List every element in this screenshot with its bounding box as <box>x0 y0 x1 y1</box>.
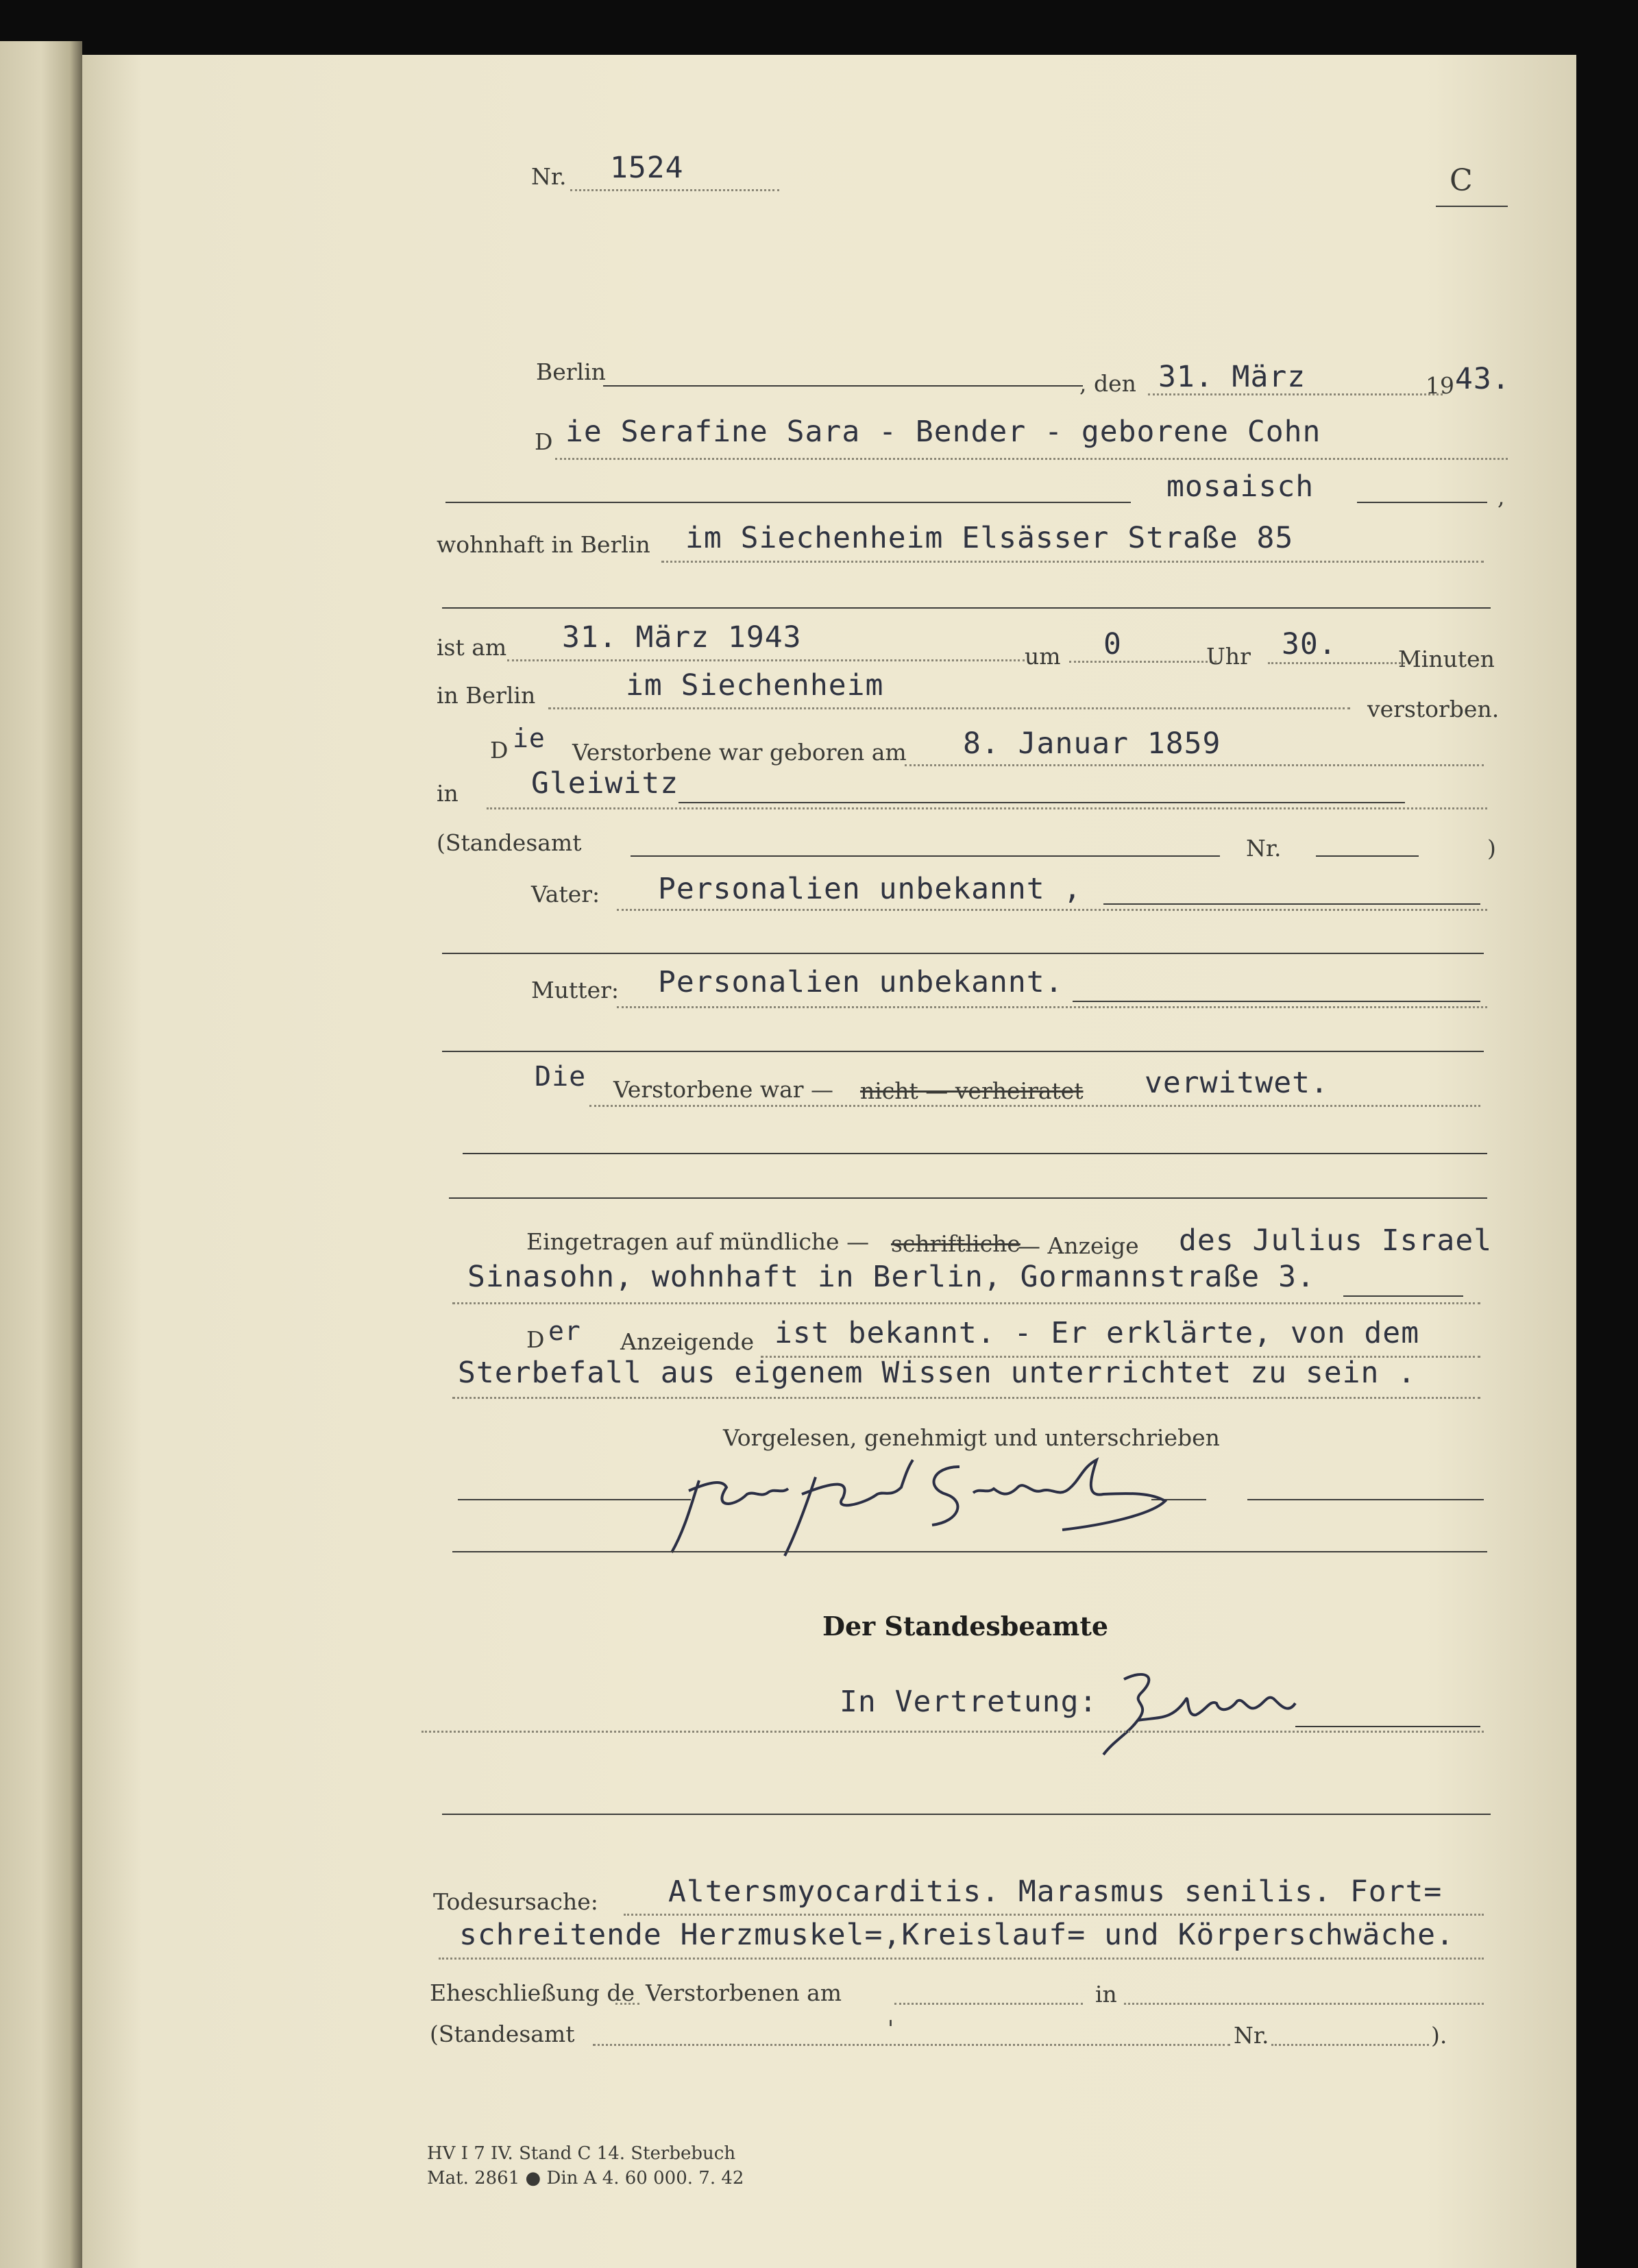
birth-date-dots <box>905 764 1484 766</box>
report-dots-2 <box>452 1302 1480 1304</box>
cause-value-1: Altersmyocarditis. Marasmus senilis. Fort= <box>668 1875 1443 1909</box>
signature-line-2 <box>452 1551 1487 1552</box>
anzeigende-d-suffix: er <box>548 1316 581 1346</box>
signature-caption: Vorgelesen, genehmigt und unterschrieben <box>723 1424 1220 1451</box>
anzeigende-label: Anzeigende <box>620 1328 755 1355</box>
marriage-de-dots <box>615 2003 639 2005</box>
father-value: Personalien unbekannt , <box>658 872 1082 906</box>
anzeigende-d-prefix: D <box>526 1326 545 1353</box>
vertretung-label: In Vertretung: <box>840 1685 1098 1719</box>
birth-place-value: Gleiwitz <box>531 766 679 801</box>
marriage-label-2: Verstorbenen am <box>646 1979 842 2006</box>
birth-nr-line <box>1316 855 1419 857</box>
mother-value: Personalien unbekannt. <box>658 965 1064 999</box>
official-title: Der Standesbeamte <box>822 1611 1109 1642</box>
um-label: um <box>1025 643 1061 670</box>
registrar-signature <box>1083 1652 1316 1768</box>
official-line-2 <box>442 1814 1491 1815</box>
marriage-close: ). <box>1431 2022 1447 2049</box>
father-line <box>1103 903 1480 905</box>
report-struck-text: schriftliche <box>891 1230 1020 1257</box>
religion-value: mosaisch <box>1166 470 1315 504</box>
year-prefix: 19 <box>1426 372 1454 399</box>
marriage-standesamt-label: (Standesamt <box>430 2021 575 2047</box>
person-d-prefix: D <box>535 428 553 455</box>
report-label-1: Eingetragen auf mündliche — <box>526 1228 870 1255</box>
father-label: Vater: <box>531 881 600 907</box>
ist-am-label: ist am <box>437 634 507 661</box>
cause-dots-1 <box>624 1914 1484 1916</box>
residence-value: im Siechenheim Elsässer Straße 85 <box>685 521 1294 555</box>
form-code-line-1: HV I 7 IV. Stand C 14. Sterbebuch <box>427 2143 736 2164</box>
report-value-4: Sterbefall aus eigenem Wissen unterrichtet zu sein . <box>458 1356 1417 1390</box>
birth-place-dots <box>487 807 1487 809</box>
minuten-label: Minuten <box>1398 646 1495 672</box>
minute-value: 30. <box>1282 627 1337 661</box>
marital-prefix: Die <box>535 1061 587 1093</box>
letter-underline <box>1436 206 1508 207</box>
marriage-label: Eheschließung de <box>430 1979 635 2006</box>
death-place-dots <box>548 707 1350 709</box>
birth-d-prefix: D <box>490 737 509 764</box>
mother-line <box>1073 1001 1480 1002</box>
residence-dots <box>661 561 1484 563</box>
birth-close: ) <box>1487 835 1496 862</box>
marriage-mark: ' <box>888 2015 894 2042</box>
marital-label: Verstorbene war — <box>613 1076 834 1103</box>
signature-line-right <box>1247 1499 1484 1500</box>
reporter-signature <box>658 1439 1247 1563</box>
register-letter: C <box>1450 163 1473 198</box>
marital-line-2 <box>463 1153 1487 1154</box>
birth-d-suffix: ie <box>513 723 546 753</box>
city-label: Berlin <box>536 358 606 385</box>
marital-dots <box>589 1105 1480 1107</box>
mother-label: Mutter: <box>531 977 619 1003</box>
death-place-value: im Siechenheim <box>626 668 884 703</box>
marriage-nr-label: Nr. <box>1234 2022 1269 2049</box>
marriage-place-dots <box>1124 2003 1484 2005</box>
death-date-value: 31. März 1943 <box>562 620 802 655</box>
facing-page-edge <box>0 41 82 2268</box>
marital-value: verwitwet. <box>1145 1066 1329 1100</box>
nr-label: Nr. <box>531 163 567 190</box>
uhr-label: Uhr <box>1206 643 1251 670</box>
nr-value: 1524 <box>610 151 684 185</box>
hour-dots <box>1069 661 1217 663</box>
person-name-value: ie Serafine Sara - Bender - geborene Cohn <box>565 415 1321 449</box>
birth-place-line <box>679 802 1405 803</box>
father-line-2 <box>442 953 1484 954</box>
verstorben-label: verstorben. <box>1367 696 1500 722</box>
death-date-dots <box>507 659 1025 661</box>
vertretung-line <box>1295 1726 1480 1727</box>
report-dots-4 <box>452 1397 1480 1399</box>
date-value: 31. März <box>1158 360 1306 394</box>
marriage-date-dots <box>894 2003 1083 2005</box>
name-dots <box>555 458 1508 460</box>
residence-label: wohnhaft in Berlin <box>437 531 650 558</box>
birth-nr-label: Nr. <box>1246 835 1282 862</box>
religion-line-right <box>1357 502 1487 503</box>
city-line <box>603 385 1083 387</box>
cause-value-2: schreitende Herzmuskel=,Kreislauf= und Körperschwäche. <box>459 1918 1454 1952</box>
birth-standesamt-label: (Standesamt <box>437 829 582 856</box>
religion-line-left <box>445 502 1131 503</box>
marital-line-3 <box>449 1197 1487 1199</box>
report-label-2: — Anzeige <box>1018 1232 1139 1259</box>
mother-dots <box>617 1006 1487 1008</box>
birth-standesamt-line <box>631 855 1220 857</box>
vertretung-dots <box>421 1731 1484 1733</box>
marriage-standesamt-dots <box>593 2044 1230 2046</box>
signature-line-left <box>458 1499 691 1500</box>
marriage-nr-dots <box>1271 2044 1429 2046</box>
birth-date-value: 8. Januar 1859 <box>963 727 1221 761</box>
report-value-1: des Julius Israel <box>1179 1223 1493 1258</box>
form-code-line-2: Mat. 2861 ● Din A 4. 60 000. 7. 42 <box>427 2168 744 2188</box>
minute-dots <box>1268 662 1405 664</box>
mother-line-2 <box>442 1051 1484 1052</box>
register-page <box>82 55 1576 2268</box>
cause-label: Todesursache: <box>433 1888 598 1915</box>
den-label: , den <box>1079 370 1136 397</box>
report-value-2: Sinasohn, wohnhaft in Berlin, Gormannstraße 3. <box>467 1260 1315 1294</box>
report-value-3: ist bekannt. - Er erklärte, von dem <box>774 1316 1420 1350</box>
hour-value: 0 <box>1103 627 1122 661</box>
religion-comma: , <box>1498 483 1505 510</box>
residence-line-2 <box>442 607 1491 609</box>
birth-in-label: in <box>437 780 459 807</box>
marital-struck-text: nicht — verheiratet <box>860 1077 1084 1104</box>
cause-dots-2 <box>439 1958 1484 1960</box>
nr-dots <box>570 189 779 191</box>
marriage-in-label: in <box>1095 1981 1117 2008</box>
year-suffix: 43. <box>1455 362 1511 396</box>
report-line-2 <box>1343 1295 1463 1297</box>
death-place-label: in Berlin <box>437 682 536 709</box>
birth-label: Verstorbene war geboren am <box>572 739 907 766</box>
father-dots <box>617 909 1487 911</box>
